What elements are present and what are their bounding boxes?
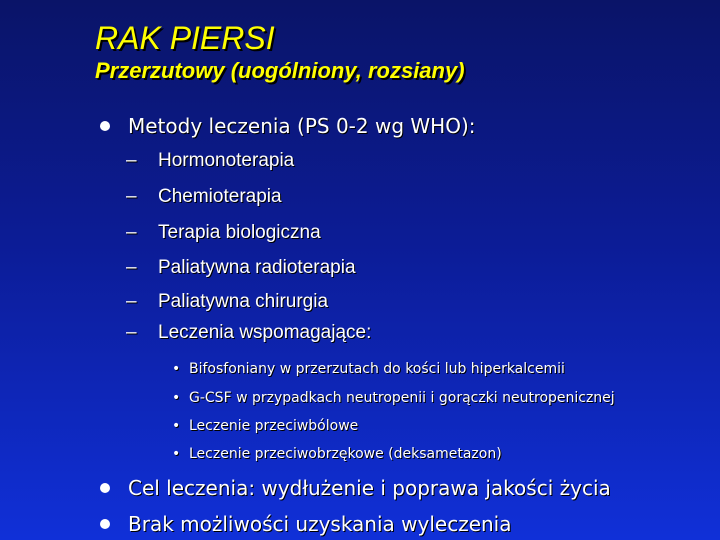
dash-icon: – bbox=[126, 322, 137, 343]
method-item-label: Paliatywna radioterapia bbox=[158, 257, 356, 278]
supportive-item bbox=[172, 361, 565, 377]
bullet-dot-icon bbox=[100, 519, 110, 529]
dash-icon: – bbox=[126, 222, 137, 243]
method-item bbox=[126, 291, 328, 313]
supportive-item bbox=[172, 446, 502, 462]
method-item bbox=[126, 150, 294, 172]
method-item-label: Paliatywna chirurgia bbox=[158, 291, 329, 312]
supportive-item bbox=[172, 390, 615, 406]
goal-text: Cel leczenia: wydłużenie i poprawa jakości życia bbox=[128, 476, 611, 500]
no-cure-text: Brak możliwości uzyskania wyleczenia bbox=[128, 512, 512, 536]
supportive-item bbox=[172, 418, 358, 434]
supportive-item-label: Bifosfoniany w przerzutach do kości lub hiperkalcemii bbox=[189, 361, 565, 377]
method-item-label: Leczenia wspomagające: bbox=[158, 322, 372, 343]
small-bullet-icon: • bbox=[172, 418, 181, 434]
small-bullet-icon: • bbox=[172, 361, 181, 377]
methods-heading: Metody leczenia (PS 0-2 wg WHO): bbox=[128, 114, 476, 138]
bullet-methods bbox=[100, 114, 475, 138]
slide-subtitle: Przerzutowy (uogólniony, rozsiany) bbox=[95, 58, 465, 83]
supportive-item-label: Leczenie przeciwbólowe bbox=[189, 418, 359, 434]
dash-icon: – bbox=[126, 257, 137, 278]
method-item-label: Terapia biologiczna bbox=[158, 222, 321, 243]
method-item-label: Chemioterapia bbox=[158, 186, 282, 207]
dash-icon: – bbox=[126, 150, 137, 171]
method-item bbox=[126, 186, 282, 208]
method-item-label: Hormonoterapia bbox=[158, 150, 295, 171]
bullet-dot-icon bbox=[100, 121, 110, 131]
slide-title: RAK PIERSI bbox=[95, 20, 275, 56]
method-item bbox=[126, 257, 356, 279]
bullet-dot-icon bbox=[100, 483, 110, 493]
small-bullet-icon: • bbox=[172, 390, 181, 406]
bullet-no-cure bbox=[100, 512, 512, 536]
dash-icon: – bbox=[126, 291, 137, 312]
method-item bbox=[126, 222, 321, 244]
supportive-item-label: Leczenie przeciwobrzękowe (deksametazon) bbox=[189, 446, 502, 462]
method-item bbox=[126, 322, 371, 344]
bullet-goal bbox=[100, 476, 611, 500]
dash-icon: – bbox=[126, 186, 137, 207]
small-bullet-icon: • bbox=[172, 446, 181, 462]
supportive-item-label: G-CSF w przypadkach neutropenii i gorączki neutropenicznej bbox=[189, 390, 615, 406]
